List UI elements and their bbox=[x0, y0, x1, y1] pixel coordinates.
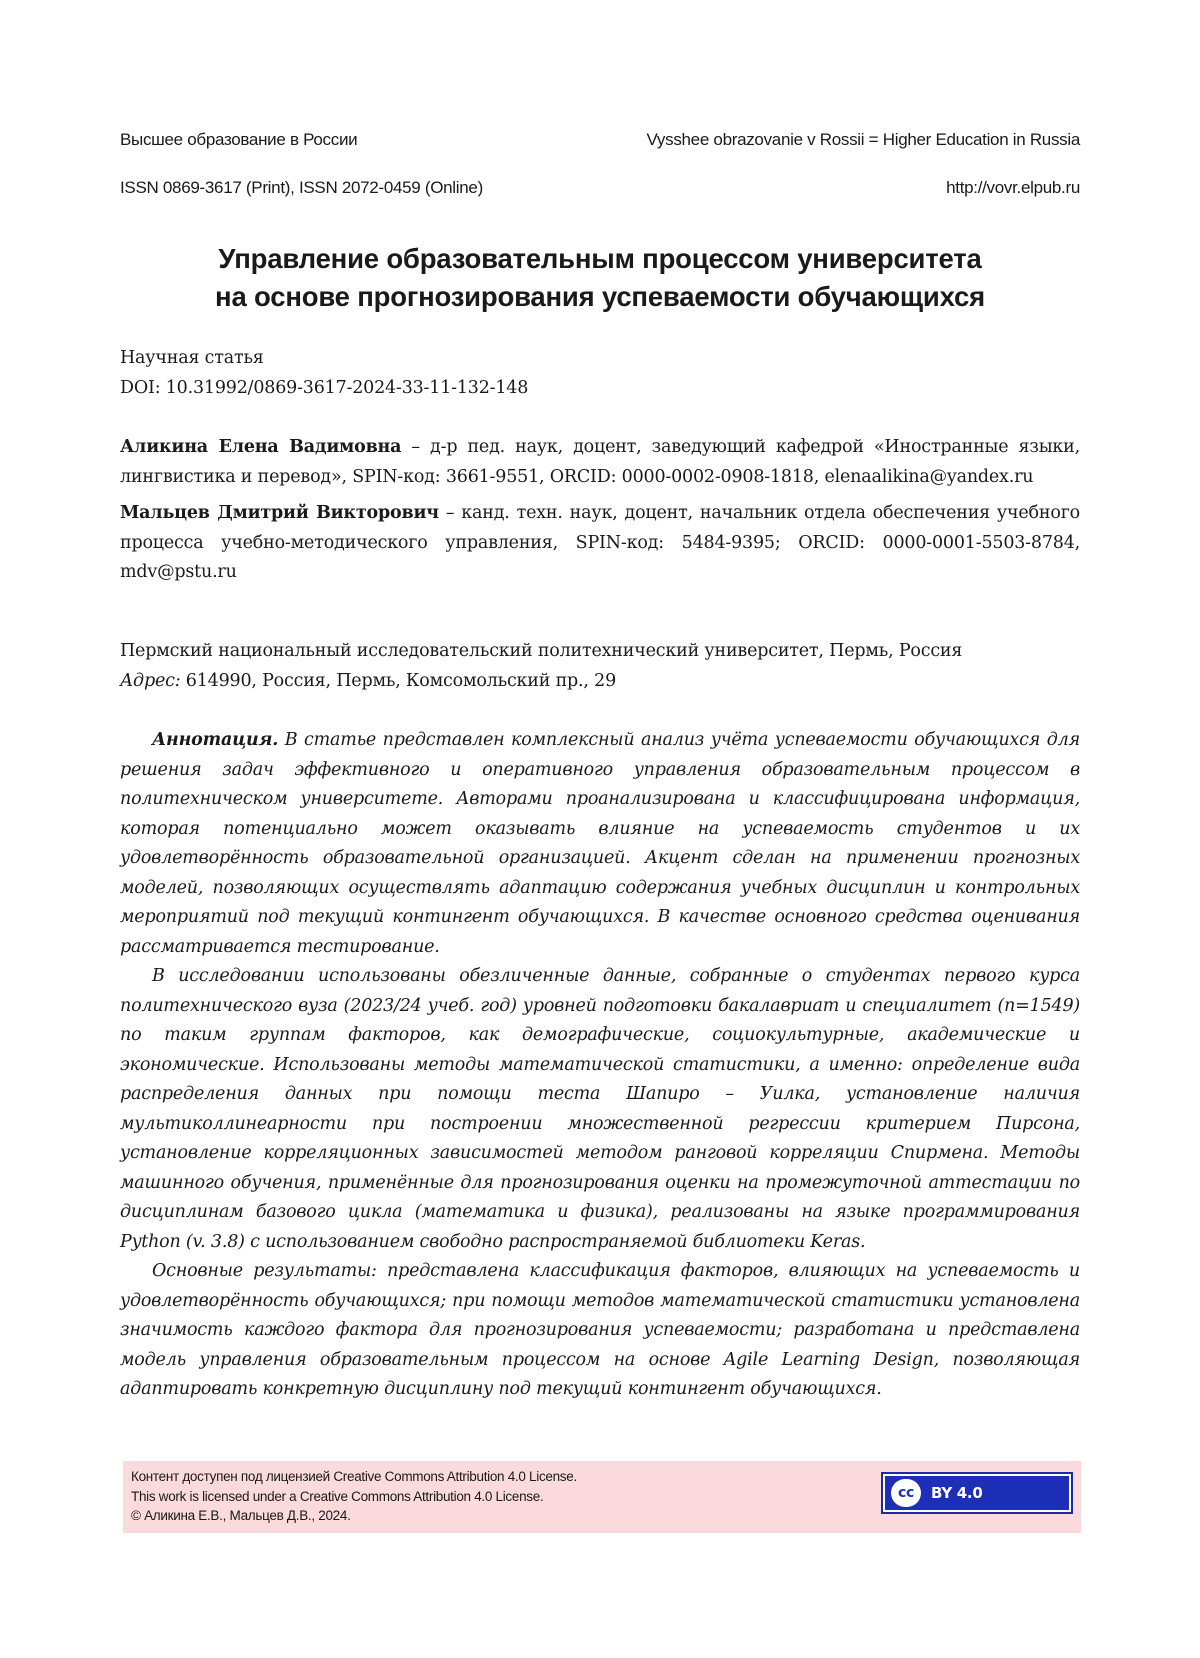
cc-logo-icon: cc bbox=[891, 1479, 921, 1507]
address-label: Адрес: bbox=[120, 670, 181, 691]
cc-badge-inner bbox=[885, 1476, 1069, 1510]
author-item bbox=[120, 499, 1080, 588]
affiliation bbox=[120, 637, 1080, 696]
license-line-en: This work is licensed under a Creative Commons Attribution 4.0 License. bbox=[131, 1488, 544, 1504]
license-box bbox=[123, 1461, 1081, 1533]
title-line-2: на основе прогнозирования успеваемости обучающихся bbox=[215, 281, 985, 312]
affiliation-org: Пермский национальный исследовательский политехнический университет, Пермь, Россия bbox=[120, 641, 963, 661]
author-name: Аликина Елена Вадимовна bbox=[120, 437, 402, 457]
doi[interactable]: DOI: 10.31992/0869-3617-2024-33-11-132-148 bbox=[120, 377, 529, 398]
address-text: 614990, Россия, Пермь, Комсомольский пр., 29 bbox=[180, 670, 616, 691]
abstract bbox=[120, 726, 1080, 1405]
journal-url[interactable]: http://vovr.elpub.ru bbox=[946, 178, 1080, 197]
abstract-paragraph: В исследовании использованы обезличенные данные, собранные о студентах первого курса политехнического вуза (2023/24 учеб. год) уровней подготовки бакалавриат и специалитет (n=1549) по таким группам факторов, как демографические, социокультурные, академические и экономические. Использованы методы математической статистики, а именно: определение вида распределения данных при помощи теста Шапиро – Уилка, установление наличия мультиколлинеарности при построении множественной регрессии критерием Пирсона, установление корреляционных зависимостей методом ранговой корреляции Спирмена. Методы машинного обучения, применённые для прогнозирования оценки на промежуточной аттестации по дисциплинам базового цикла (математика и физика), реализованы на языке программирования Python (v. 3.8) с использованием свободно распространяемой библиотеки Keras. bbox=[120, 966, 1080, 1252]
author-name: Мальцев Дмитрий Викторович bbox=[120, 503, 439, 523]
cc-badge-label: BY 4.0 bbox=[931, 1484, 983, 1502]
article-meta bbox=[120, 344, 1080, 403]
journal-title-en: Vysshee obrazovanie v Rossii = Higher Education in Russia bbox=[646, 130, 1080, 149]
author-details: – д-р пед. наук, доцент, заведующий кафедрой «Иностранные языки, лингвистика и перевод», SPIN-код: 3661-9551, ORCID: 0000-0002-0908-1818, elenaalikina@yandex.ru bbox=[120, 437, 1080, 487]
copyright-line: © Аликина Е.В., Мальцев Д.В., 2024. bbox=[131, 1508, 351, 1523]
journal-title-ru: Высшее образование в России bbox=[120, 130, 358, 149]
license-line-ru: Контент доступен под лицензией Creative Commons Attribution 4.0 License. bbox=[131, 1469, 577, 1484]
title-line-1: Управление образовательным процессом университета bbox=[218, 243, 982, 274]
abstract-paragraph bbox=[120, 726, 1080, 962]
affiliation-address bbox=[120, 667, 1080, 697]
license-text bbox=[131, 1467, 577, 1526]
article-title bbox=[120, 240, 1080, 316]
cc-by-badge[interactable] bbox=[881, 1472, 1073, 1514]
author-item bbox=[120, 433, 1080, 492]
article-type: Научная статья bbox=[120, 348, 264, 368]
abstract-text: В статье представлен комплексный анализ учёта успеваемости обучающихся для решения задач эффективного и оперативного управления образовательным процессом в политехническом университете. Авторами проанализирована и классифицирована информация, которая потенциально может оказывать влияние на успеваемость студентов и их удовлетворённость образовательной организацией. Акцент сделан на применении прогнозных моделей, позволяющих осуществлять адаптацию содержания учебных дисциплин и контрольных мероприятий под текущий контингент обучающихся. В качестве основного средства оценивания рассматривается тестирование. bbox=[120, 730, 1080, 957]
abstract-label: Аннотация. bbox=[152, 730, 279, 750]
author-details: – канд. техн. наук, доцент, начальник отдела обеспечения учебного процесса учебно-методического управления, SPIN-код: 5484-9395; ORCID: 0000-0001-5503-8784, mdv@pstu.ru bbox=[120, 503, 1080, 582]
abstract-paragraph: Основные результаты: представлена классификация факторов, влияющих на успеваемость и удовлетворённость обучающихся; при помощи методов математической статистики установлена значимость каждого фактора для прогнозирования успеваемости; разработана и представлена модель управления образовательным процессом на основе Agile Learning Design, позволяющая адаптировать конкретную дисциплину под текущий контингент обучающихся. bbox=[120, 1261, 1080, 1399]
issn: ISSN 0869-3617 (Print), ISSN 2072-0459 (Online) bbox=[120, 178, 483, 197]
author-list bbox=[120, 433, 1080, 595]
